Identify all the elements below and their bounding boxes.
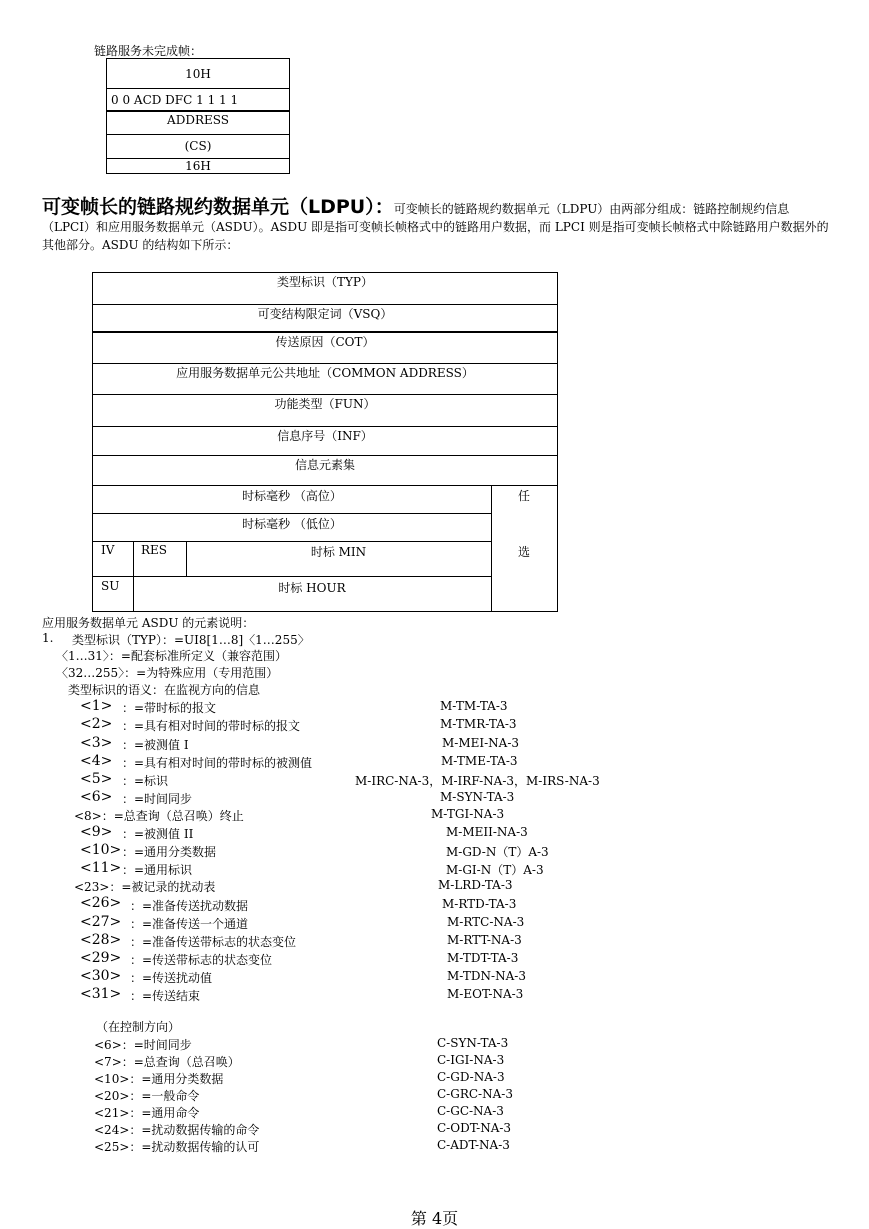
control-id: C-GRC-NA-3	[437, 1087, 513, 1101]
control-code: <21>：=通用命令	[94, 1106, 200, 1120]
asdu-row-fun: 功能类型（FUN）	[93, 395, 557, 427]
range-private: 〈32…255〉：=为特殊应用（专用范围）	[56, 666, 279, 680]
monitor-id: M-GD-N（T）A-3	[446, 845, 549, 859]
elements-caption: 应用服务数据单元 ASDU 的元素说明：	[42, 616, 255, 630]
monitor-id: M-GI-N（T）A-3	[446, 863, 544, 877]
monitor-code: <8>：=总查询（总召唤）终止	[74, 809, 244, 823]
monitor-desc: ：=准备传送一个通道	[130, 917, 249, 931]
monitor-desc: ：=通用分类数据	[122, 845, 217, 859]
monitor-code: <30>	[80, 968, 122, 984]
asdu-res: RES	[141, 543, 168, 557]
monitor-code: <1>	[80, 698, 113, 714]
monitor-id: M-MEI-NA-3	[442, 736, 520, 750]
monitor-id: M-TGI-NA-3	[431, 807, 505, 821]
monitor-code: <29>	[80, 950, 122, 966]
item1-number: 1.	[42, 631, 54, 645]
monitor-code: <3>	[80, 735, 113, 751]
asdu-row-vsq: 可变结构限定词（VSQ）	[93, 305, 557, 333]
control-id: C-SYN-TA-3	[437, 1036, 509, 1050]
monitor-desc: ：=带时标的报文	[122, 701, 217, 715]
monitor-desc: ：=通用标识	[122, 863, 193, 877]
monitor-id: M-TDN-NA-3	[447, 969, 526, 983]
asdu-structure-table	[92, 272, 558, 612]
asdu-iv: IV	[101, 543, 115, 557]
frame-caption: 链路服务未完成帧：	[94, 44, 203, 58]
monitor-desc: ：=被测值 II	[122, 827, 194, 841]
monitor-code: <6>	[80, 789, 113, 805]
monitor-desc: ：=传送结束	[130, 989, 201, 1003]
monitor-id: M-RTD-TA-3	[442, 897, 517, 911]
monitor-code: <23>：=被记录的扰动表	[74, 880, 216, 894]
range-compatible: 〈1…31〉：=配套标准所定义（兼容范围）	[56, 649, 287, 663]
monitor-id: M-TMR-TA-3	[440, 717, 517, 731]
monitor-id: M-TM-TA-3	[440, 699, 508, 713]
monitor-id: M-IRC-NA-3，M-IRF-NA-3，M-IRS-NA-3	[355, 774, 600, 788]
monitor-desc: ：=准备传送带标志的状态变位	[130, 935, 297, 949]
asdu-optional-2: 选	[517, 545, 530, 559]
asdu-ms-high: 时标毫秒 （高位）	[242, 489, 342, 503]
asdu-row-info-elements: 信息元素集	[93, 456, 557, 486]
frame-row-start: 10H	[107, 59, 289, 89]
page-number: 第 4页	[410, 1209, 459, 1228]
asdu-line-iv-su	[133, 541, 134, 612]
monitor-code: <27>	[80, 914, 122, 930]
control-code: <25>：=扰动数据传输的认可	[94, 1140, 260, 1154]
ldpu-heading: 可变帧长的链路规约数据单元（LDPU）：	[42, 196, 394, 218]
monitor-id: M-LRD-TA-3	[438, 878, 513, 892]
monitor-code: <2>	[80, 716, 113, 732]
asdu-row-typ: 类型标识（TYP）	[93, 273, 557, 305]
monitor-desc: ：=传送扰动值	[130, 971, 213, 985]
asdu-row-cot: 传送原因（COT）	[93, 333, 557, 364]
asdu-line-ms	[93, 513, 491, 514]
asdu-min: 时标 MIN	[310, 545, 367, 559]
control-code: <24>：=扰动数据传输的命令	[94, 1123, 260, 1137]
ldpu-paragraph	[42, 198, 832, 254]
control-id: C-IGI-NA-3	[437, 1053, 505, 1067]
control-code: <20>：=一般命令	[94, 1089, 200, 1103]
frame-row-control: 0 0 ACD DFC 1 1 1 1	[107, 89, 289, 112]
asdu-row-inf: 信息序号（INF）	[93, 427, 557, 456]
asdu-ms-low: 时标毫秒 （低位）	[242, 517, 342, 531]
asdu-line-min	[93, 541, 491, 542]
asdu-row-common-address: 应用服务数据单元公共地址（COMMON ADDRESS）	[93, 364, 557, 395]
control-id: C-GD-NA-3	[437, 1070, 505, 1084]
frame-row-cs: (CS)	[107, 135, 289, 159]
asdu-su: SU	[101, 579, 120, 593]
asdu-hour: 时标 HOUR	[278, 581, 346, 595]
monitor-code: <9>	[80, 824, 113, 840]
control-code: <6>：=时间同步	[94, 1038, 192, 1052]
monitor-id: M-TME-TA-3	[441, 754, 518, 768]
control-caption: （在控制方向）	[96, 1020, 181, 1034]
monitor-id: M-RTT-NA-3	[447, 933, 522, 947]
item1-text: 类型标识（TYP）：=UI8[1…8]〈1…255〉	[72, 633, 310, 647]
frame-row-address: ADDRESS	[107, 112, 289, 135]
control-id: C-GC-NA-3	[437, 1104, 504, 1118]
control-code: <10>：=通用分类数据	[94, 1072, 224, 1086]
frame-table	[106, 58, 290, 174]
control-code: <7>：=总查询（总召唤）	[94, 1055, 240, 1069]
monitor-code: <10>	[80, 842, 122, 858]
monitor-code: <31>	[80, 986, 122, 1002]
monitor-desc: ：=具有相对时间的带时标的被测值	[122, 756, 313, 770]
monitor-id: M-RTC-NA-3	[447, 915, 525, 929]
monitor-desc: ：=传送带标志的状态变位	[130, 953, 273, 967]
monitor-id: M-MEII-NA-3	[446, 825, 528, 839]
control-id: C-ADT-NA-3	[437, 1138, 510, 1152]
monitor-code: <26>	[80, 895, 122, 911]
monitor-code: <11>	[80, 860, 122, 876]
frame-row-end: 16H	[185, 159, 211, 173]
monitor-desc: ：=时间同步	[122, 792, 193, 806]
monitor-code: <28>	[80, 932, 122, 948]
monitor-id: M-TDT-TA-3	[447, 951, 519, 965]
monitor-id: M-EOT-NA-3	[447, 987, 524, 1001]
asdu-optional-1: 任	[517, 489, 530, 503]
asdu-line-hour	[93, 576, 491, 577]
monitor-id: M-SYN-TA-3	[440, 790, 515, 804]
control-id: C-ODT-NA-3	[437, 1121, 512, 1135]
monitor-caption: 类型标识的语义：在监视方向的信息	[68, 683, 261, 697]
monitor-code: <4>	[80, 753, 113, 769]
monitor-desc: ：=被测值 I	[122, 738, 189, 752]
monitor-desc: ：=准备传送扰动数据	[130, 899, 249, 913]
monitor-desc: ：=标识	[122, 774, 169, 788]
ldpu-text: 可变帧长的链路规约数据单元（LDPU）由两部分组成：链路控制规约信息（LPCI）和应用服务数据单元（ASDU）。ASDU 即是指可变帧长帧格式中的链路用户数据，而 LPCI 则是指可变帧长帧格式中除链路用户数据外的其他部分。ASDU 的结构如下所示：	[42, 202, 829, 252]
monitor-code: <5>	[80, 771, 113, 787]
monitor-desc: ：=具有相对时间的带时标的报文	[122, 719, 301, 733]
